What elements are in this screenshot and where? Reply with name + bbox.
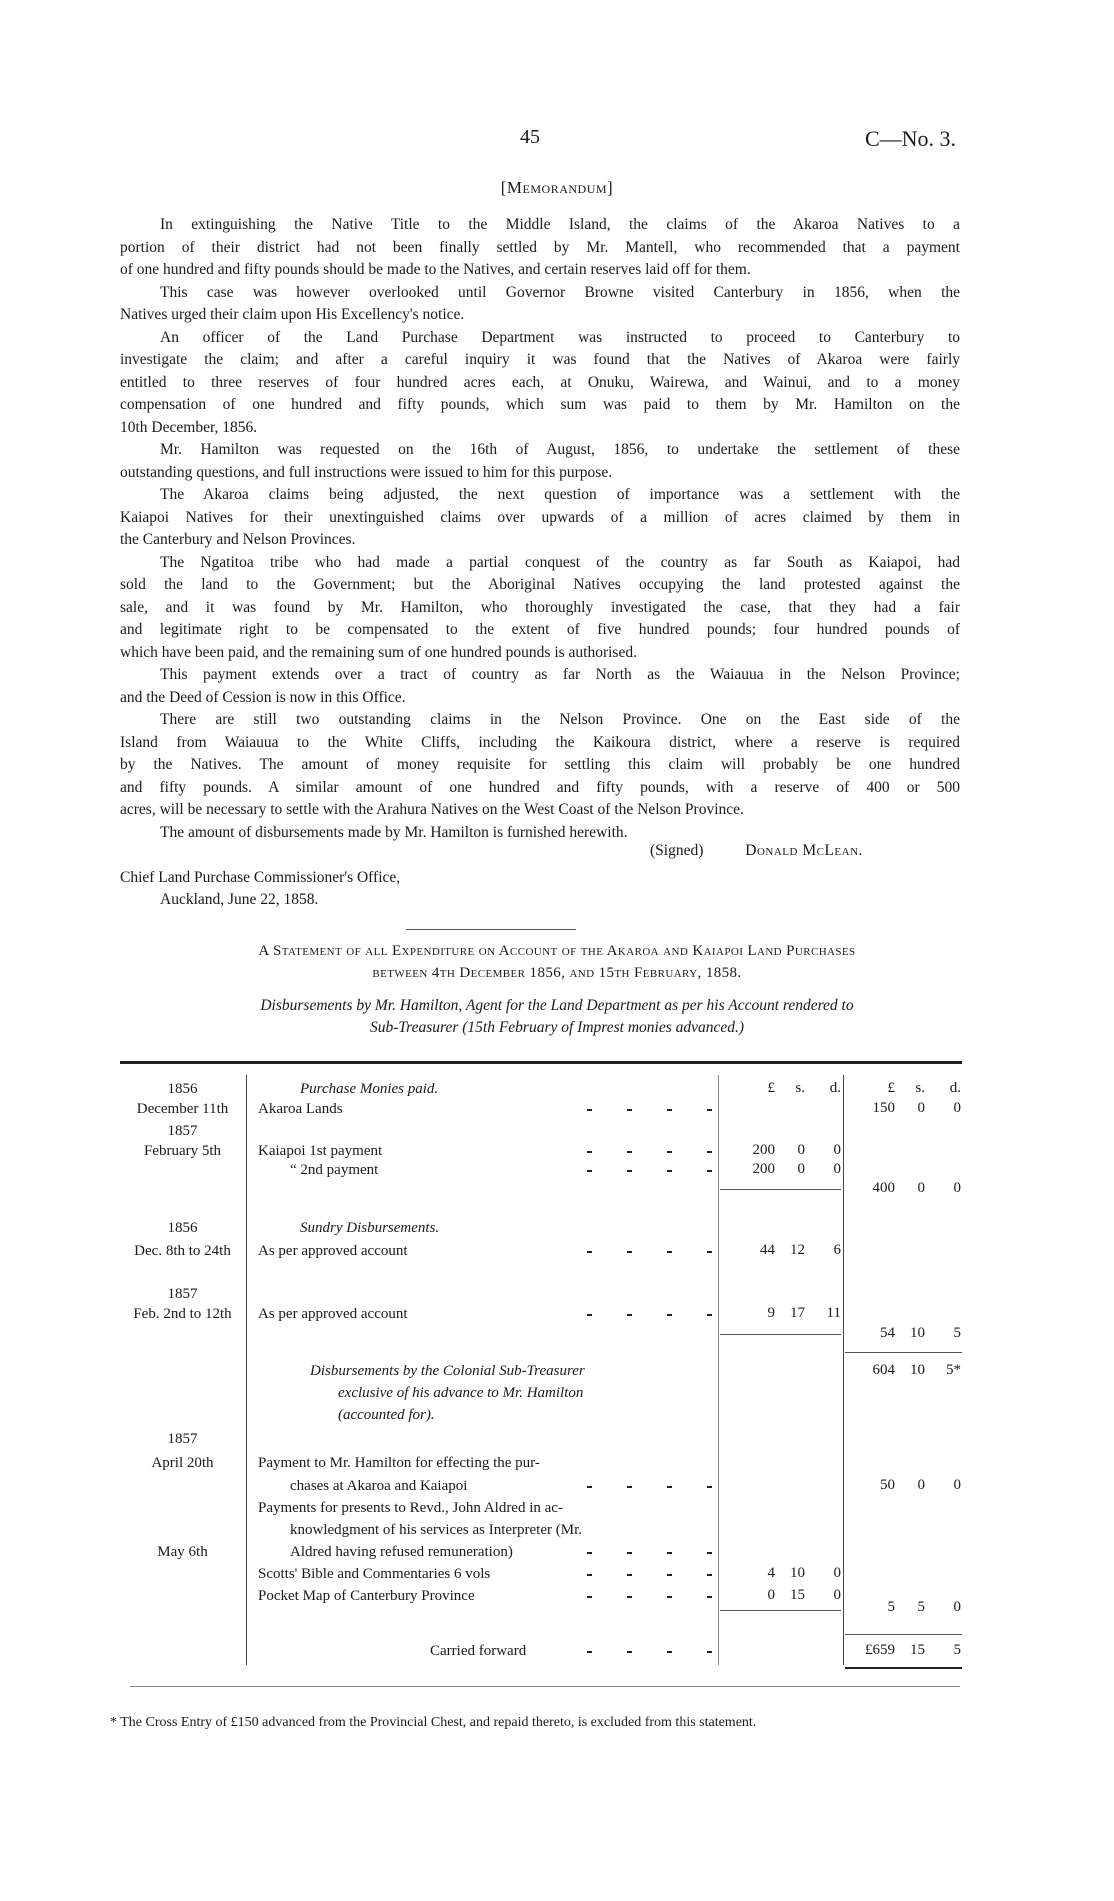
paragraph-line: sale, and it was found by Mr. Hamilton, who thoroughly investigated the case, that they had a fair	[120, 598, 960, 616]
outer-amount	[843, 1642, 963, 1660]
pence-value: 0	[953, 1180, 961, 1196]
paragraph-line: In extinguishing the Native Title to the Middle Island, the claims of the Akaroa Natives to a	[160, 216, 960, 233]
paragraph-line: and the Deed of Cession is now in this Office.	[120, 688, 406, 706]
shillings-value: 0	[917, 1100, 925, 1116]
carried-forward-rule	[845, 1667, 962, 1669]
pounds-value: 50	[880, 1477, 895, 1493]
memorandum-heading: [Memorandum]	[500, 178, 614, 197]
row-date: 1857	[167, 1123, 198, 1139]
paragraph-line: This payment extends over a tract of country as far North as the Waiauua in the Nelson Province;	[160, 666, 960, 683]
pence-value: 0	[833, 1161, 841, 1177]
row-description: Aldred having refused remuneration)	[290, 1544, 513, 1560]
dot-leader	[560, 1170, 712, 1172]
pounds-value: £659	[865, 1642, 895, 1658]
row-description: exclusive of his advance to Mr. Hamilton	[338, 1385, 584, 1401]
memorandum-paragraph	[120, 327, 960, 440]
row-description: Kaiapoi 1st payment	[258, 1143, 383, 1159]
column-divider-date	[246, 1075, 247, 1665]
pounds-value: 4	[767, 1565, 775, 1581]
paragraph-line: by the Natives. The amount of money requisite for settling this claim will probably be one hundred	[120, 756, 960, 773]
outer-amount	[843, 1599, 963, 1617]
row-date: February 5th	[143, 1143, 222, 1159]
pounds-value: 200	[752, 1142, 775, 1158]
paragraph-line: portion of their district had not been finally settled by Mr. Mantell, who recommended that a payment	[120, 238, 960, 256]
memorandum-paragraph	[120, 439, 960, 484]
total-rule	[845, 1352, 962, 1353]
paragraph-line: compensation of one hundred and fifty pounds, which sum was paid to them by Mr. Hamilton on the	[120, 396, 960, 413]
row-description: chases at Akaroa and Kaiapoi	[290, 1478, 468, 1494]
shillings-value: s.	[915, 1080, 925, 1096]
shillings-value: 5	[917, 1599, 925, 1615]
pounds-value: £	[887, 1080, 895, 1096]
paragraph-line: acres, will be necessary to settle with the Arahura Natives on the West Coast of the Nelson Province.	[120, 801, 744, 818]
dot-leader	[560, 1151, 712, 1153]
shillings-value: 10	[910, 1325, 925, 1341]
paragraph-line: There are still two outstanding claims in the Nelson Province. One on the East side of the	[160, 711, 960, 728]
outer-amount	[843, 1325, 963, 1343]
shillings-value: 0	[797, 1161, 805, 1177]
pounds-value: £	[767, 1080, 775, 1096]
inner-amount	[718, 1565, 843, 1583]
paragraph-line: of one hundred and fifty pounds should be made to the Natives, and certain reserves laid off for them.	[120, 261, 751, 278]
pence-value: 11	[826, 1305, 841, 1321]
shillings-value: 0	[797, 1142, 805, 1158]
inner-amount	[718, 1161, 843, 1179]
pounds-value: 44	[760, 1242, 775, 1258]
outer-amount	[843, 1080, 963, 1098]
subtotal-rule	[720, 1334, 841, 1335]
pence-value: 5	[953, 1325, 961, 1341]
pounds-value: 54	[880, 1325, 895, 1341]
pence-value: 0	[953, 1599, 961, 1615]
row-date: December 11th	[136, 1101, 229, 1117]
pence-value: 5*	[946, 1362, 961, 1378]
signed-label: (Signed)	[650, 842, 704, 859]
row-date: April 20th	[151, 1455, 214, 1471]
statement-title-line2: between 4th December 1856, and 15th February, 1858.	[372, 965, 742, 981]
signature-line	[650, 842, 863, 860]
footnote-rule	[130, 1686, 960, 1687]
shillings-value: s.	[795, 1080, 805, 1096]
paragraph-line: investigate the claim; and after a careful inquiry it was found that the Natives of Akaroa were fairly	[120, 351, 960, 368]
page-number: 45	[520, 126, 540, 148]
memorandum-paragraph	[120, 709, 960, 822]
row-description: Carried forward	[430, 1643, 527, 1659]
row-description: “ 2nd payment	[290, 1162, 379, 1178]
shillings-value: 12	[790, 1242, 805, 1258]
statement-subtitle-line2: Sub-Treasurer (15th February of Imprest monies advanced.)	[369, 1019, 745, 1036]
pounds-value: 0	[767, 1587, 775, 1603]
shillings-value: 0	[917, 1180, 925, 1196]
pounds-value: 9	[767, 1305, 775, 1321]
dot-leader	[560, 1651, 712, 1653]
memorandum-paragraph	[120, 552, 960, 665]
total-rule	[845, 1634, 962, 1635]
paragraph-line: The amount of disbursements made by Mr. Hamilton is furnished herewith.	[160, 823, 628, 841]
footnote: * The Cross Entry of £150 advanced from the Provincial Chest, and repaid thereto, is excluded from this statement.	[110, 1715, 757, 1730]
pence-value: 5	[953, 1642, 961, 1658]
paragraph-line: Mr. Hamilton was requested on the 16th of August, 1856, to undertake the settlement of these	[160, 441, 960, 458]
paragraph-line: sold the land to the Government; but the Aboriginal Natives occupying the land protested against the	[120, 576, 960, 593]
pence-value: 0	[833, 1587, 841, 1603]
memorandum-body	[120, 214, 960, 844]
pounds-value: 5	[887, 1599, 895, 1615]
outer-amount	[843, 1362, 963, 1380]
memorandum-paragraph	[120, 214, 960, 282]
inner-amount	[718, 1587, 843, 1605]
inner-amount	[718, 1305, 843, 1323]
dot-leader	[560, 1486, 712, 1488]
dot-leader	[560, 1574, 712, 1576]
paragraph-line: and fifty pounds. A similar amount of one hundred and fifty pounds, with a reserve of 400 or 500	[120, 778, 960, 796]
row-date: 1856	[167, 1081, 198, 1097]
row-description: Sundry Disbursements.	[300, 1220, 440, 1236]
dot-leader	[560, 1251, 712, 1253]
office-line: Chief Land Purchase Commissioner's Office,	[120, 869, 401, 886]
dot-leader	[560, 1596, 712, 1598]
row-date: Feb. 2nd to 12th	[133, 1306, 232, 1322]
pence-value: 0	[953, 1477, 961, 1493]
paragraph-line: Island from Waiauua to the White Cliffs, including the Kaikoura district, where a reserve is required	[120, 733, 960, 751]
paragraph-line: Kaiapoi Natives for their unextinguished claims over upwards of a million of acres claimed by them in	[120, 508, 960, 526]
outer-amount	[843, 1180, 963, 1198]
paragraph-line: Natives urged their claim upon His Excellency's notice.	[120, 306, 465, 323]
row-date: 1857	[167, 1431, 198, 1447]
inner-amount	[718, 1142, 843, 1160]
row-description: Akaroa Lands	[258, 1101, 343, 1117]
pence-value: d.	[829, 1080, 841, 1096]
pence-value: 0	[833, 1142, 841, 1158]
memorandum-paragraph	[120, 484, 960, 552]
outer-amount	[843, 1477, 963, 1495]
row-description: Payment to Mr. Hamilton for effecting the pur-	[258, 1455, 540, 1471]
shillings-value: 15	[790, 1587, 805, 1603]
pence-value: 0	[833, 1565, 841, 1581]
dot-leader	[560, 1552, 712, 1554]
row-date: Dec. 8th to 24th	[134, 1243, 231, 1259]
shillings-value: 15	[910, 1642, 925, 1658]
shillings-value: 0	[917, 1477, 925, 1493]
row-description: (accounted for).	[338, 1407, 435, 1423]
row-date: 1857	[167, 1286, 198, 1302]
outer-amount	[843, 1100, 963, 1118]
pence-value: 0	[953, 1100, 961, 1116]
paragraph-line: The Akaroa claims being adjusted, the next question of importance was a settlement with the	[160, 486, 960, 503]
paragraph-line: which have been paid, and the remaining sum of one hundred pounds is authorised.	[120, 643, 637, 661]
paragraph-line: the Canterbury and Nelson Provinces.	[120, 531, 356, 548]
statement-subtitle: Disbursements by Mr. Hamilton, Agent for the Land Department as per his Account rendered to	[260, 997, 854, 1014]
row-date: May 6th	[157, 1544, 208, 1560]
office-date-line: Auckland, June 22, 1858.	[160, 891, 319, 908]
shillings-value: 10	[790, 1565, 805, 1581]
paragraph-line: and legitimate right to be compensated to the extent of five hundred pounds; four hundred pounds of	[120, 621, 960, 638]
statement-title: A Statement of all Expenditure on Account of the Akaroa and Kaiapoi Land Purchases	[258, 943, 856, 959]
paragraph-line: The Ngatitoa tribe who had made a partial conquest of the country as far South as Kaiapoi, had	[160, 553, 960, 571]
memorandum-paragraph	[120, 664, 960, 709]
table-top-rule	[120, 1061, 962, 1064]
section-divider	[406, 929, 576, 930]
dot-leader	[560, 1314, 712, 1316]
subtotal-rule	[720, 1610, 841, 1611]
signatory-name: Donald McLean.	[745, 842, 863, 859]
inner-amount	[718, 1080, 843, 1098]
shillings-value: 10	[910, 1362, 925, 1378]
row-description: As per approved account	[258, 1306, 408, 1322]
paragraph-line: 10th December, 1856.	[120, 418, 258, 436]
row-date: 1856	[167, 1220, 198, 1236]
row-description: Payments for presents to Revd., John Aldred in ac-	[258, 1500, 563, 1516]
memorandum-paragraph	[120, 282, 960, 327]
row-description: Purchase Monies paid.	[300, 1081, 439, 1097]
memorandum-paragraph	[120, 822, 960, 845]
dot-leader	[560, 1109, 712, 1111]
paragraph-line: outstanding questions, and full instructions were issued to him for this purpose.	[120, 463, 613, 481]
shillings-value: 17	[790, 1305, 805, 1321]
row-description: Scotts' Bible and Commentaries 6 vols	[258, 1566, 491, 1582]
pounds-value: 200	[752, 1161, 775, 1177]
row-description: Pocket Map of Canterbury Province	[258, 1588, 475, 1604]
paragraph-line: entitled to three reserves of four hundred acres each, at Onuku, Wairewa, and Wainui, and to a money	[120, 373, 960, 391]
pence-value: d.	[949, 1080, 961, 1096]
row-description: As per approved account	[258, 1243, 408, 1259]
row-description: knowledgment of his services as Interpreter (Mr.	[290, 1522, 582, 1538]
office-address	[120, 867, 400, 911]
subtotal-rule	[720, 1189, 841, 1190]
pounds-value: 604	[872, 1362, 895, 1378]
pence-value: 6	[833, 1242, 841, 1258]
paragraph-line: This case was however overlooked until Governor Browne visited Canterbury in 1856, when the	[160, 283, 960, 301]
paragraph-line: An officer of the Land Purchase Department was instructed to proceed to Canterbury to	[160, 328, 960, 346]
pounds-value: 400	[872, 1180, 895, 1196]
document-reference: C—No. 3.	[864, 126, 956, 151]
pounds-value: 150	[872, 1100, 895, 1116]
inner-amount	[718, 1242, 843, 1260]
row-description: Disbursements by the Colonial Sub-Treasurer	[310, 1363, 585, 1379]
